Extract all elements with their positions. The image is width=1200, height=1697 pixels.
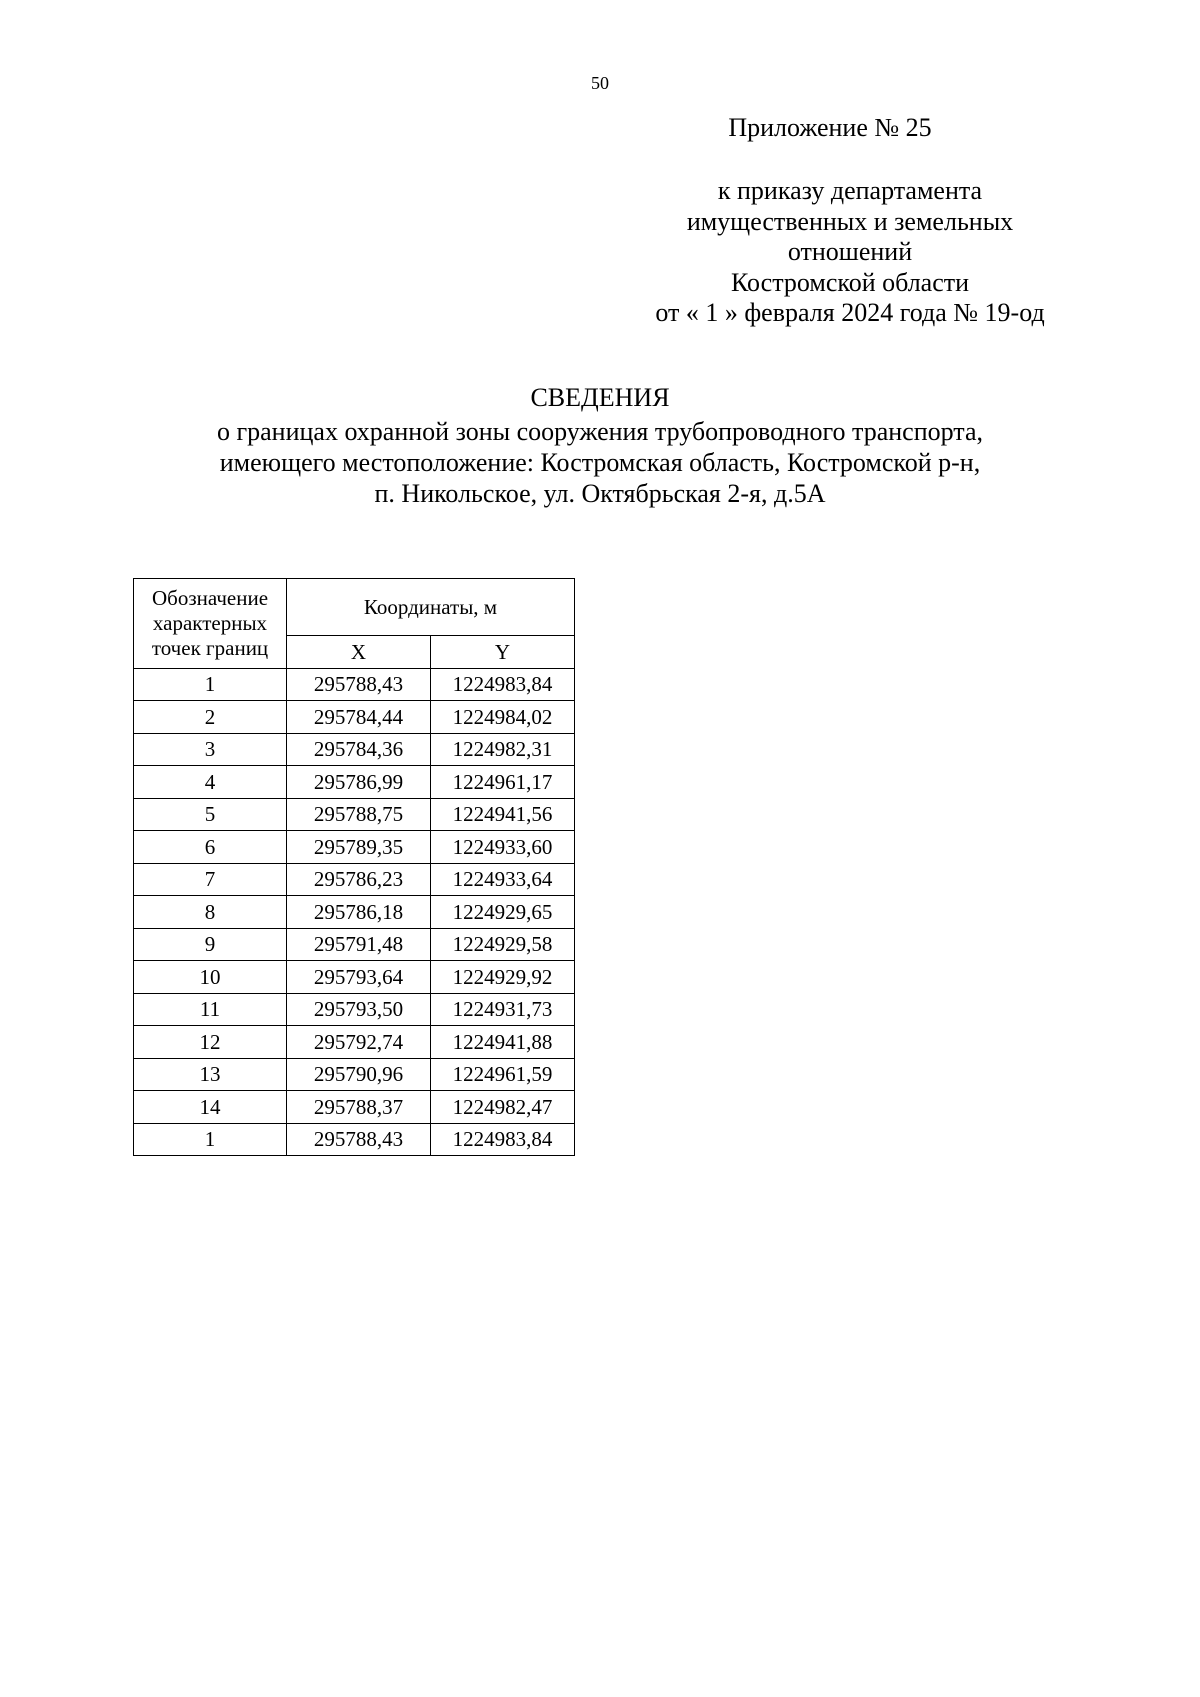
page-number: 50 <box>591 73 609 93</box>
order-reference <box>600 176 1100 329</box>
order-line: отношений <box>787 237 913 266</box>
point-cell: 1 <box>134 668 287 701</box>
coordinates-column-header: Координаты, м <box>287 579 575 636</box>
y-column-header: Y <box>431 636 575 669</box>
point-header-line: характерных <box>152 610 268 635</box>
table-row <box>134 701 575 734</box>
point-cell: 3 <box>134 733 287 766</box>
y-coordinate-cell: 1224984,02 <box>431 701 575 734</box>
point-cell: 8 <box>134 896 287 929</box>
y-coordinate-cell: 1224929,58 <box>431 928 575 961</box>
table-row <box>134 863 575 896</box>
x-column-header: X <box>287 636 431 669</box>
x-coordinate-cell: 295786,18 <box>287 896 431 929</box>
x-coordinate-cell: 295791,48 <box>287 928 431 961</box>
y-coordinate-cell: 1224982,47 <box>431 1091 575 1124</box>
x-coordinate-cell: 295784,36 <box>287 733 431 766</box>
point-cell: 9 <box>134 928 287 961</box>
point-header-line: Обозначение <box>151 585 269 610</box>
y-coordinate-cell: 1224941,56 <box>431 798 575 831</box>
order-line: Костромской области <box>730 267 970 297</box>
subheading-line: п. Никольское, ул. Октябрьская 2-я, д.5А <box>374 479 826 508</box>
point-cell: 13 <box>134 1058 287 1091</box>
document-heading: СВЕДЕНИЯ <box>530 383 670 412</box>
table-row <box>134 733 575 766</box>
point-cell: 10 <box>134 961 287 994</box>
order-line: от « 1 » февраля 2024 года № 19-од <box>655 298 1045 327</box>
y-coordinate-cell: 1224961,17 <box>431 766 575 799</box>
point-column-header <box>134 579 287 669</box>
table-row <box>134 1123 575 1156</box>
subheading-line: о границах охранной зоны сооружения трубопроводного транспорта, <box>216 417 984 446</box>
point-cell: 14 <box>134 1091 287 1124</box>
point-cell: 6 <box>134 831 287 864</box>
x-coordinate-cell: 295786,23 <box>287 863 431 896</box>
point-cell: 7 <box>134 863 287 896</box>
x-coordinate-cell: 295788,75 <box>287 798 431 831</box>
order-line: к приказу департамента <box>717 176 983 205</box>
point-cell: 11 <box>134 993 287 1026</box>
subheading-line: имеющего местоположение: Костромская область, Костромской р-н, <box>219 448 981 477</box>
y-coordinate-cell: 1224961,59 <box>431 1058 575 1091</box>
table-row <box>134 1091 575 1124</box>
x-coordinate-cell: 295784,44 <box>287 701 431 734</box>
y-coordinate-cell: 1224929,92 <box>431 961 575 994</box>
table-row <box>134 1058 575 1091</box>
x-coordinate-cell: 295790,96 <box>287 1058 431 1091</box>
table-row <box>134 961 575 994</box>
point-cell: 12 <box>134 1026 287 1059</box>
table-row <box>134 1026 575 1059</box>
table-row <box>134 831 575 864</box>
table-row <box>134 993 575 1026</box>
point-cell: 1 <box>134 1123 287 1156</box>
y-coordinate-cell: 1224982,31 <box>431 733 575 766</box>
appendix-title: Приложение № 25 <box>728 113 932 142</box>
table-row <box>134 766 575 799</box>
x-coordinate-cell: 295788,37 <box>287 1091 431 1124</box>
document-subheading <box>0 416 1200 509</box>
x-coordinate-cell: 295789,35 <box>287 831 431 864</box>
x-coordinate-cell: 295793,50 <box>287 993 431 1026</box>
point-cell: 4 <box>134 766 287 799</box>
table-row <box>134 798 575 831</box>
x-coordinate-cell: 295786,99 <box>287 766 431 799</box>
coordinates-table <box>133 578 575 1156</box>
y-coordinate-cell: 1224933,64 <box>431 863 575 896</box>
y-coordinate-cell: 1224931,73 <box>431 993 575 1026</box>
point-cell: 2 <box>134 701 287 734</box>
y-coordinate-cell: 1224929,65 <box>431 896 575 929</box>
x-coordinate-cell: 295792,74 <box>287 1026 431 1059</box>
order-line: имущественных и земельных <box>686 206 1014 236</box>
x-coordinate-cell: 295788,43 <box>287 1123 431 1156</box>
table-row <box>134 668 575 701</box>
table-body <box>134 668 575 1156</box>
x-coordinate-cell: 295793,64 <box>287 961 431 994</box>
table-row <box>134 928 575 961</box>
point-cell: 5 <box>134 798 287 831</box>
y-coordinate-cell: 1224983,84 <box>431 668 575 701</box>
y-coordinate-cell: 1224983,84 <box>431 1123 575 1156</box>
table-row <box>134 896 575 929</box>
x-coordinate-cell: 295788,43 <box>287 668 431 701</box>
y-coordinate-cell: 1224933,60 <box>431 831 575 864</box>
point-header-line: точек границ <box>151 635 269 660</box>
y-coordinate-cell: 1224941,88 <box>431 1026 575 1059</box>
